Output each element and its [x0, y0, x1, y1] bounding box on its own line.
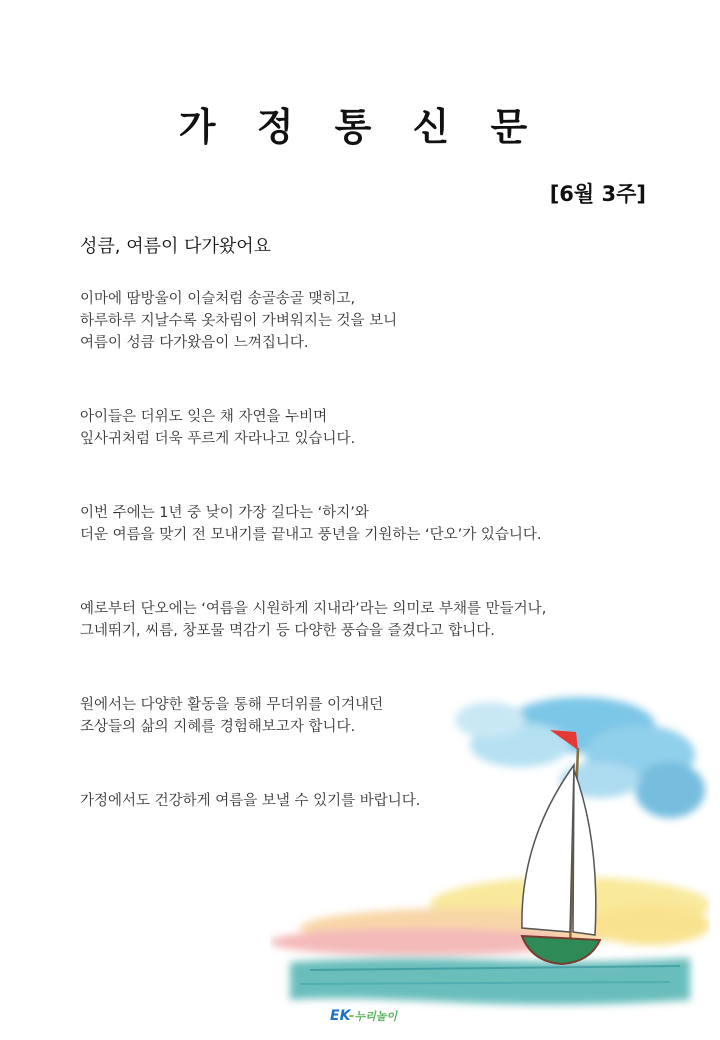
paragraph: [80, 598, 680, 642]
paragraph-line: 조상들의 삶의 지혜를 경험해보고자 합니다.: [80, 719, 356, 735]
letter-subtitle: 성큼, 여름이 다가왔어요: [80, 236, 272, 257]
paragraph-line: 그네뛰기, 씨름, 창포물 멱감기 등 다양한 풍습을 즐겼다고 합니다.: [80, 623, 495, 639]
paragraph-line: 아이들은 더위도 잊은 채 자연을 누비며: [80, 409, 328, 425]
sea-illustration: [290, 958, 690, 1005]
paragraph-line: 이번 주에는 1년 중 낮이 가장 길다는 ‘하지’와: [80, 505, 369, 521]
sailboat-illustration: [270, 670, 710, 1020]
paragraph-line: 이마에 땀방울이 이슬처럼 송골송골 맺히고,: [80, 291, 356, 307]
paragraph: [80, 288, 680, 354]
week-label: [6월 3주]: [549, 182, 646, 206]
paragraph-line: 가정에서도 건강하게 여름을 보낼 수 있기를 바랍니다.: [80, 793, 421, 809]
ek-nurinori-logo: EK-누리놀이: [330, 1008, 398, 1024]
paragraph-line: 예로부터 단오에는 ‘여름을 시원하게 지내라’라는 의미로 부채를 만들거나,: [80, 601, 547, 617]
paragraph: [80, 502, 680, 546]
paragraph: [80, 406, 680, 450]
paragraph-line: 여름이 성큼 다가왔음이 느껴집니다.: [80, 335, 309, 351]
paragraph-line: 더운 여름을 맞기 전 모내기를 끝내고 풍년을 기원하는 ‘단오’가 있습니다.: [80, 527, 542, 543]
paragraph-line: 하루하루 지날수록 옷차림이 가벼워지는 것을 보니: [80, 313, 398, 329]
page-title: 가 정 통 신 문: [178, 105, 542, 149]
sunset-glow: [270, 877, 710, 956]
paragraph-line: 잎사귀처럼 더욱 푸르게 자라나고 있습니다.: [80, 431, 356, 447]
paragraph-line: 원에서는 다양한 활동을 통해 무더위를 이겨내던: [80, 697, 384, 713]
